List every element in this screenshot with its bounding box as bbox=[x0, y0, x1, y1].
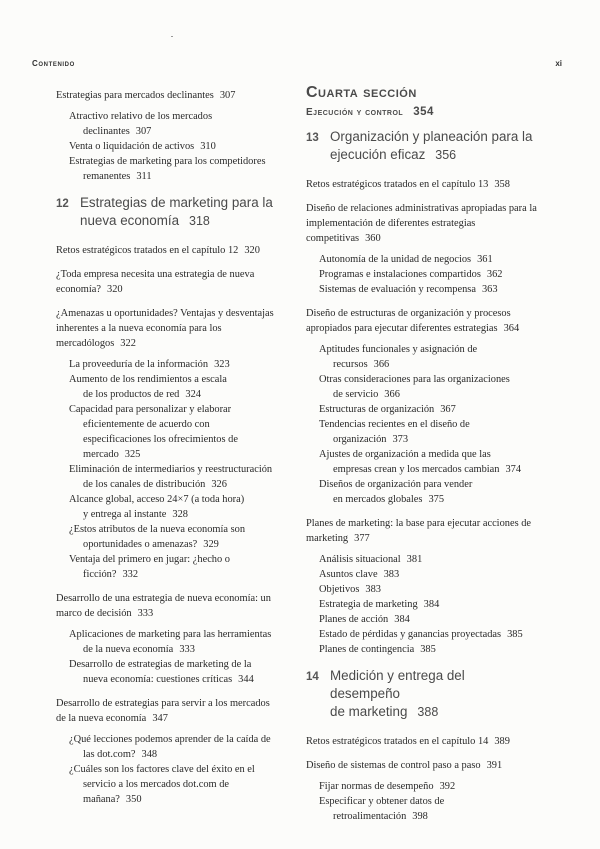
toc-subentry bbox=[306, 597, 538, 612]
toc-subgroup bbox=[56, 732, 278, 807]
toc-subentry-page: 361 bbox=[477, 254, 493, 265]
toc-subentry-page: 329 bbox=[203, 539, 219, 550]
toc-subentry-continuation bbox=[69, 169, 278, 184]
toc-subentry-line: las dot.com? bbox=[83, 749, 136, 760]
toc-subentry bbox=[56, 492, 278, 522]
toc-subentry-page: 366 bbox=[373, 359, 390, 370]
toc-subentry-line: declinantes bbox=[83, 126, 130, 137]
toc-subentry bbox=[56, 109, 278, 139]
toc-subentry-line: y entrega al instante bbox=[83, 509, 167, 520]
toc-subentry-line: retroalimentación bbox=[333, 811, 407, 822]
toc-subentry-line: mercado bbox=[83, 449, 119, 460]
toc-subgroup bbox=[56, 109, 278, 184]
toc-entry-text: Desarrollo de una estrategia de nueva economía: un marco de decisión bbox=[56, 593, 271, 619]
toc-subentry-page: 384 bbox=[423, 599, 440, 610]
toc-subentry bbox=[306, 342, 538, 372]
toc-subentry-line: mañana? bbox=[83, 794, 120, 805]
chapter-page: 318 bbox=[189, 214, 210, 228]
toc-subentry-line: Atractivo relativo de los mercados bbox=[69, 111, 213, 122]
toc-subentry-line: servicio a los mercados dot.com de bbox=[83, 779, 230, 790]
toc-entry-text: Diseño de sistemas de control paso a paso bbox=[306, 760, 481, 771]
chapter-title-line: nueva economía bbox=[80, 213, 180, 228]
chapter-number: 12 bbox=[56, 198, 69, 210]
toc-subentry-page: 385 bbox=[507, 629, 523, 640]
chapter-page: 356 bbox=[435, 148, 457, 162]
toc-subentry-line: Fijar normas de desempeño bbox=[319, 781, 434, 792]
toc-subentry bbox=[306, 612, 538, 627]
toc-subentry-line: recursos bbox=[333, 359, 368, 370]
toc-entry-page: 364 bbox=[503, 323, 520, 334]
toc-subentry-line: Objetivos bbox=[319, 584, 360, 595]
toc-subentry bbox=[306, 447, 538, 477]
chapter-title-line: Medición y entrega del desempeño bbox=[330, 668, 465, 701]
toc-subentry-line: eficientemente de acuerdo con bbox=[83, 419, 210, 430]
chapter-number: 14 bbox=[306, 671, 319, 683]
toc-subentry bbox=[306, 417, 538, 447]
toc-entry-page: 322 bbox=[120, 338, 136, 349]
toc-column-right bbox=[306, 84, 538, 833]
toc-subentry-continuation bbox=[69, 432, 278, 447]
toc-subentry bbox=[306, 282, 538, 297]
toc-entry bbox=[306, 177, 538, 192]
toc-subentry bbox=[56, 462, 278, 492]
toc-subgroup bbox=[56, 627, 278, 687]
toc-subentry-continuation bbox=[319, 432, 538, 447]
toc-subentry-page: 362 bbox=[486, 269, 503, 280]
chapter-title bbox=[330, 128, 532, 164]
toc-subentry-page: 344 bbox=[238, 674, 254, 685]
chapter-heading bbox=[306, 128, 538, 164]
toc-entry-text: Estrategias para mercados declinantes bbox=[56, 90, 214, 101]
chapter-heading bbox=[56, 194, 278, 230]
chapter-title-line: de marketing bbox=[330, 704, 408, 719]
toc-subentry bbox=[306, 267, 538, 282]
toc-subentry-line: Planes de acción bbox=[319, 614, 389, 625]
chapter-title bbox=[330, 667, 538, 721]
toc-entry-page: 307 bbox=[219, 90, 236, 101]
toc-subgroup bbox=[56, 357, 278, 582]
toc-subentry-line: Planes de contingencia bbox=[319, 644, 415, 655]
toc-subentry-continuation bbox=[69, 747, 278, 762]
toc-subentry-page: 310 bbox=[200, 141, 216, 152]
toc-subentry-line: Eliminación de intermediarios y reestructuración bbox=[69, 464, 273, 475]
toc-entry-page: 333 bbox=[137, 608, 154, 619]
toc-entry bbox=[306, 734, 538, 749]
toc-subentry bbox=[56, 522, 278, 552]
toc-subentry-line: de la nueva economía bbox=[83, 644, 174, 655]
toc-subentry-line: La proveeduría de la información bbox=[69, 359, 209, 370]
section-subtitle bbox=[306, 106, 538, 118]
toc-subentry bbox=[56, 139, 278, 154]
toc-subentry-line: de los canales de distribución bbox=[83, 479, 206, 490]
toc-subentry-line: Tendencias recientes en el diseño de bbox=[319, 419, 470, 430]
toc-subentry bbox=[306, 402, 538, 417]
toc-subentry-page: 374 bbox=[505, 464, 522, 475]
toc-subentry bbox=[56, 627, 278, 657]
toc-subentry-continuation bbox=[69, 387, 278, 402]
toc-subentry-line: organización bbox=[333, 434, 387, 445]
section-title: Cuarta sección bbox=[306, 84, 417, 101]
toc-subentry-page: 326 bbox=[211, 479, 227, 490]
toc-subentry bbox=[56, 402, 278, 462]
toc-subentry-line: empresas crean y los mercados cambian bbox=[333, 464, 500, 475]
toc-subentry-continuation bbox=[319, 809, 538, 824]
toc-subentry-page: 366 bbox=[384, 389, 400, 400]
toc-subentry-page: 325 bbox=[124, 449, 141, 460]
toc-entry-text: Retos estratégicos tratados en el capítulo 12 bbox=[56, 245, 239, 256]
toc-subentry-line: Capacidad para personalizar y elaborar bbox=[69, 404, 232, 415]
toc-subentry bbox=[306, 642, 538, 657]
toc-subentry bbox=[56, 154, 278, 184]
toc-subentry-line: Sistemas de evaluación y recompensa bbox=[319, 284, 476, 295]
chapter-number: 13 bbox=[306, 132, 319, 144]
toc-entry-text: Planes de marketing: la base para ejecutar acciones de marketing bbox=[306, 518, 532, 544]
toc-subentry-line: Aumento de los rendimientos a escala bbox=[69, 374, 227, 385]
toc-subentry-line: Estrategias de marketing para los competidores bbox=[69, 156, 266, 167]
toc-subentry-line: de los productos de red bbox=[83, 389, 180, 400]
toc-subentry bbox=[306, 567, 538, 582]
toc-entry bbox=[56, 243, 278, 258]
chapter-title-line: Estrategias de marketing para la bbox=[80, 195, 273, 210]
toc-subentry-page: 384 bbox=[394, 614, 410, 625]
toc-subentry-page: 311 bbox=[136, 171, 152, 182]
toc-subentry-continuation bbox=[319, 357, 538, 372]
toc-subentry-line: nueva economía: cuestiones críticas bbox=[83, 674, 233, 685]
toc-subentry-page: 383 bbox=[365, 584, 381, 595]
toc-subentry-page: 398 bbox=[412, 811, 428, 822]
toc-entry-text: Retos estratégicos tratados en el capítulo 13 bbox=[306, 179, 489, 190]
toc-subentry-continuation bbox=[69, 507, 278, 522]
section-page: 354 bbox=[413, 106, 434, 118]
toc-subentry-page: 328 bbox=[172, 509, 188, 520]
running-header: Contenido bbox=[32, 59, 75, 68]
toc-subentry-page: 375 bbox=[428, 494, 445, 505]
toc-subentry bbox=[306, 794, 538, 824]
toc-subentry-page: 367 bbox=[440, 404, 456, 415]
toc-subentry-line: Desarrollo de estrategias de marketing de la bbox=[69, 659, 252, 670]
toc-subentry-continuation bbox=[319, 462, 538, 477]
toc-subgroup bbox=[306, 779, 538, 824]
toc-subentry-continuation bbox=[69, 537, 278, 552]
toc-column-left bbox=[56, 88, 278, 816]
chapter-title bbox=[80, 194, 273, 230]
toc-subentry-page: 332 bbox=[122, 569, 139, 580]
toc-subentry-continuation bbox=[69, 777, 278, 792]
toc-subentry bbox=[306, 552, 538, 567]
toc-subentry bbox=[306, 372, 538, 402]
toc-subentry-page: 307 bbox=[135, 126, 152, 137]
toc-entry-text: Retos estratégicos tratados en el capítulo 14 bbox=[306, 736, 489, 747]
toc-subentry-line: Ventaja del primero en jugar: ¿hecho o bbox=[69, 554, 230, 565]
toc-subentry-line: Aplicaciones de marketing para las herramientas bbox=[69, 629, 272, 640]
toc-subentry-continuation bbox=[69, 792, 278, 807]
toc-subentry bbox=[56, 762, 278, 807]
toc-subentry-page: 324 bbox=[185, 389, 201, 400]
toc-subentry-line: Venta o liquidación de activos bbox=[69, 141, 195, 152]
toc-subentry bbox=[56, 657, 278, 687]
toc-entry bbox=[56, 306, 278, 351]
toc-entry-text: Diseño de relaciones administrativas apropiadas para la implementación de diferentes estrategias competitivas bbox=[306, 203, 537, 244]
toc-entry bbox=[306, 516, 538, 546]
toc-subentry-line: Análisis situacional bbox=[319, 554, 401, 565]
toc-subentry-page: 385 bbox=[420, 644, 436, 655]
chapter-heading bbox=[306, 667, 538, 721]
toc-subentry-line: remanentes bbox=[83, 171, 131, 182]
toc-entry-text: Diseño de estructuras de organización y procesos apropiados para ejecutar diferentes estrategias bbox=[306, 308, 511, 334]
toc-subentry-continuation bbox=[319, 387, 538, 402]
chapter-page: 388 bbox=[417, 705, 439, 719]
toc-subentry-continuation bbox=[69, 447, 278, 462]
toc-subentry bbox=[56, 357, 278, 372]
toc-subentry bbox=[306, 779, 538, 794]
toc-subentry-page: 348 bbox=[141, 749, 158, 760]
toc-subentry-line: Programas e instalaciones compartidos bbox=[319, 269, 481, 280]
toc-entry bbox=[306, 201, 538, 246]
toc-subentry-line: Aptitudes funcionales y asignación de bbox=[319, 344, 478, 355]
toc-subentry-line: Autonomía de la unidad de negocios bbox=[319, 254, 472, 265]
toc-entry bbox=[56, 267, 278, 297]
toc-subentry-line: en mercados globales bbox=[333, 494, 423, 505]
toc-subentry-line: Estado de pérdidas y ganancias proyectadas bbox=[319, 629, 502, 640]
toc-subentry-line: Otras consideraciones para las organizaciones bbox=[319, 374, 510, 385]
toc-subgroup bbox=[306, 342, 538, 507]
toc-subentry-continuation bbox=[69, 642, 278, 657]
scan-mark bbox=[171, 36, 173, 37]
toc-entry-page: 320 bbox=[244, 245, 260, 256]
toc-subentry-line: ¿Qué lecciones podemos aprender de la caída de bbox=[69, 734, 271, 745]
toc-subentry bbox=[306, 627, 538, 642]
toc-subentry-page: 392 bbox=[439, 781, 456, 792]
toc-entry-page: 347 bbox=[152, 713, 168, 724]
toc-entry-text: ¿Amenazas u oportunidades? Ventajas y desventajas inherentes a la nueva economía para los mercadólogos bbox=[56, 308, 274, 349]
toc-subentry bbox=[306, 477, 538, 507]
toc-subentry bbox=[56, 372, 278, 402]
toc-subentry-page: 381 bbox=[406, 554, 423, 565]
toc-subentry-line: Estructuras de organización bbox=[319, 404, 435, 415]
toc-entry-text: ¿Toda empresa necesita una estrategia de nueva economía? bbox=[56, 269, 255, 295]
toc-subentry-continuation bbox=[69, 124, 278, 139]
toc-subentry-page: 363 bbox=[481, 284, 498, 295]
toc-entry-page: 358 bbox=[494, 179, 510, 190]
toc-subentry-page: 373 bbox=[392, 434, 409, 445]
toc-subentry bbox=[306, 582, 538, 597]
toc-entry-page: 377 bbox=[354, 533, 370, 544]
toc-entry-page: 320 bbox=[107, 284, 123, 295]
toc-subgroup bbox=[306, 552, 538, 657]
toc-subentry-continuation bbox=[69, 672, 278, 687]
toc-entry-page: 389 bbox=[494, 736, 510, 747]
toc-subentry-line: ¿Estos atributos de la nueva economía son bbox=[69, 524, 246, 535]
toc-subentry-page: 333 bbox=[179, 644, 195, 655]
toc-subentry-line: Estrategia de marketing bbox=[319, 599, 418, 610]
chapter-title-line: ejecución eficaz bbox=[330, 147, 426, 162]
toc-subentry-continuation bbox=[69, 417, 278, 432]
toc-subentry-page: 323 bbox=[214, 359, 230, 370]
toc-subentry-line: de servicio bbox=[333, 389, 379, 400]
toc-subentry-line: Especificar y obtener datos de bbox=[319, 796, 445, 807]
toc-entry-page: 391 bbox=[486, 760, 503, 771]
toc-subentry-line: Asuntos clave bbox=[319, 569, 378, 580]
toc-subentry-line: ¿Cuáles son los factores clave del éxito en el bbox=[69, 764, 255, 775]
page-number: xi bbox=[555, 59, 562, 68]
toc-subentry-line: oportunidades o amenazas? bbox=[83, 539, 198, 550]
toc-subentry bbox=[56, 732, 278, 762]
toc-subgroup bbox=[306, 252, 538, 297]
toc-entry bbox=[306, 306, 538, 336]
toc-entry bbox=[306, 758, 538, 773]
toc-subentry-line: Ajustes de organización a medida que las bbox=[319, 449, 491, 460]
toc-entry bbox=[56, 88, 278, 103]
toc-subentry-continuation bbox=[69, 477, 278, 492]
toc-subentry-page: 350 bbox=[125, 794, 142, 805]
toc-subentry-continuation bbox=[69, 567, 278, 582]
toc-subentry bbox=[306, 252, 538, 267]
toc-entry-text: Desarrollo de estrategias para servir a los mercados de la nueva economía bbox=[56, 698, 270, 724]
toc-entry-page: 360 bbox=[365, 233, 381, 244]
toc-subentry-line: Alcance global, acceso 24×7 (a toda hora) bbox=[69, 494, 245, 505]
chapter-title-line: Organización y planeación para la bbox=[330, 129, 533, 144]
toc-subentry-continuation bbox=[319, 492, 538, 507]
toc-subentry-line: ficción? bbox=[83, 569, 117, 580]
toc-entry bbox=[56, 696, 278, 726]
section-subtitle-text: Ejecución y control bbox=[306, 107, 404, 118]
toc-subentry bbox=[56, 552, 278, 582]
toc-subentry-page: 383 bbox=[383, 569, 400, 580]
toc-entry bbox=[56, 591, 278, 621]
toc-subentry-line: Diseños de organización para vender bbox=[319, 479, 473, 490]
toc-subentry-line: especificaciones los ofrecimientos de bbox=[83, 434, 238, 445]
